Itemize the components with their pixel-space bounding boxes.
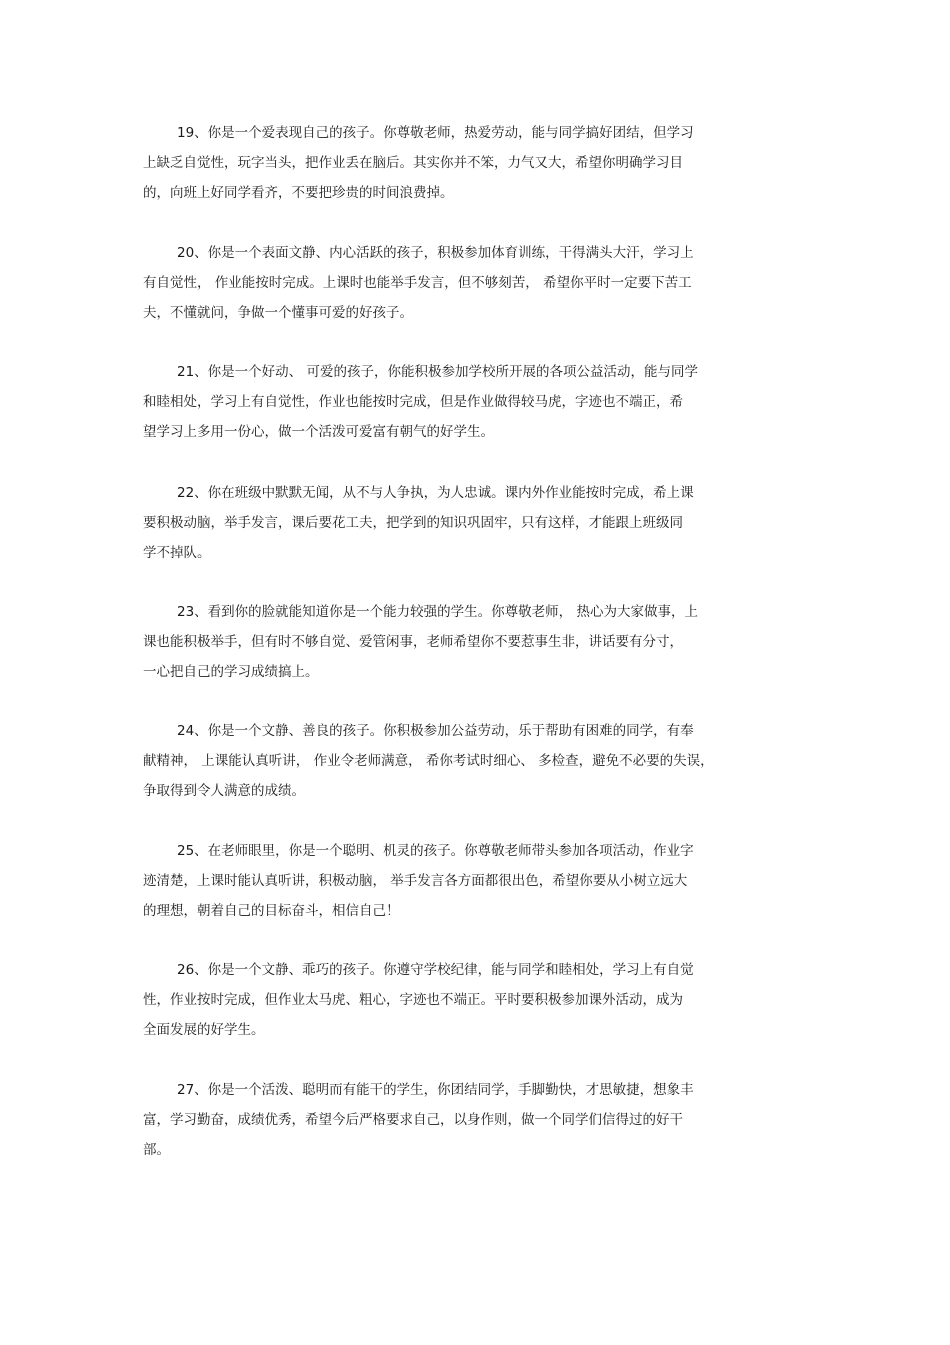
paragraph-line: 23、看到你的脸就能知道你是一个能力较强的学生。你尊敬老师， 热心为大家做事，上	[177, 604, 698, 620]
comment-paragraph-26	[143, 955, 803, 1045]
comment-paragraph-19	[143, 118, 803, 208]
paragraph-line: 有自觉性， 作业能按时完成。上课时也能举手发言，但不够刻苦， 希望你平时一定要下苦工	[143, 275, 692, 291]
comment-paragraph-24	[143, 716, 803, 806]
paragraph-line: 富，学习勤奋，成绩优秀，希望今后严格要求自己，以身作则，做一个同学们信得过的好干	[143, 1112, 683, 1128]
paragraph-line: 20、你是一个表面文静、内心活跃的孩子，积极参加体育训练，干得满头大汗，学习上	[177, 245, 694, 261]
paragraph-line: 24、你是一个文静、善良的孩子。你积极参加公益劳动，乐于帮助有困难的同学，有奉	[177, 723, 694, 739]
paragraph-line: 19、你是一个爱表现自己的孩子。你尊敬老师，热爱劳动，能与同学搞好团结，但学习	[177, 125, 694, 141]
comment-paragraph-21	[143, 357, 803, 447]
comment-paragraph-27	[143, 1075, 803, 1165]
paragraph-line: 22、你在班级中默默无闻，从不与人争执，为人忠诚。课内外作业能按时完成，希上课	[177, 485, 694, 501]
paragraph-line: 献精神， 上课能认真听讲， 作业令老师满意， 希你考试时细心、 多检查，避免不必要的失误，	[143, 753, 714, 769]
paragraph-line: 和睦相处，学习上有自觉性，作业也能按时完成，但是作业做得较马虎，字迹也不端正，希	[143, 394, 683, 410]
paragraph-line: 夫，不懂就问，争做一个懂事可爱的好孩子。	[143, 305, 413, 321]
comment-paragraph-23	[143, 597, 803, 687]
paragraph-line: 课也能积极举手，但有时不够自觉、爱管闲事，老师希望你不要惹事生非，讲话要有分寸，	[143, 634, 683, 650]
paragraph-line: 性，作业按时完成，但作业太马虎、粗心，字迹也不端正。平时要积极参加课外活动，成为	[143, 992, 683, 1008]
paragraph-line: 要积极动脑，举手发言，课后要花工夫，把学到的知识巩固牢，只有这样，才能跟上班级同	[143, 515, 683, 531]
paragraph-line: 上缺乏自觉性，玩字当头，把作业丢在脑后。其实你并不笨，力气又大，希望你明确学习目	[143, 155, 683, 171]
paragraph-line: 争取得到令人满意的成绩。	[143, 783, 305, 799]
paragraph-line: 学不掉队。	[143, 545, 211, 561]
paragraph-line: 26、你是一个文静、乖巧的孩子。你遵守学校纪律，能与同学和睦相处，学习上有自觉	[177, 962, 694, 978]
paragraph-line: 望学习上多用一份心，做一个活泼可爱富有朝气的好学生。	[143, 424, 494, 440]
paragraph-line: 27、你是一个活泼、聪明而有能干的学生，你团结同学，手脚勤快，才思敏捷，想象丰	[177, 1082, 694, 1098]
comment-paragraph-25	[143, 836, 803, 926]
paragraph-line: 的理想，朝着自己的目标奋斗，相信自己！	[143, 903, 400, 919]
paragraph-line: 25、在老师眼里，你是一个聪明、机灵的孩子。你尊敬老师带头参加各项活动，作业字	[177, 843, 694, 859]
paragraph-line: 的，向班上好同学看齐，不要把珍贵的时间浪费掉。	[143, 185, 454, 201]
paragraph-line: 21、你是一个好动、 可爱的孩子，你能积极参加学校所开展的各项公益活动，能与同学	[177, 364, 698, 380]
paragraph-line: 全面发展的好学生。	[143, 1022, 265, 1038]
comment-paragraph-22	[143, 478, 803, 568]
paragraph-line: 一心把自己的学习成绩搞上。	[143, 664, 319, 680]
paragraph-line: 部。	[143, 1142, 170, 1158]
comment-paragraph-20	[143, 238, 803, 328]
paragraph-line: 迹清楚，上课时能认真听讲，积极动脑， 举手发言各方面都很出色，希望你要从小树立远大	[143, 873, 688, 889]
